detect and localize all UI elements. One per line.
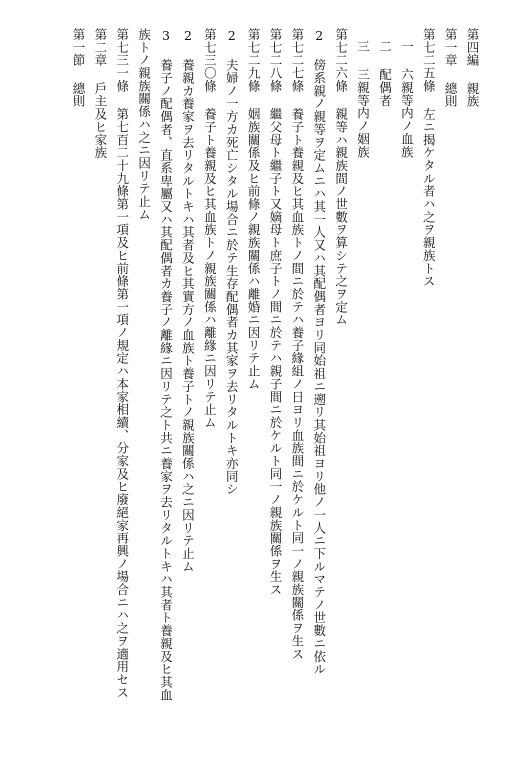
- text-column-heading: 第二章 戶主及ヒ家族: [92, 28, 108, 159]
- text-column-article: 第七二九條 姻族關係及ヒ前條ノ親族關係ハ離婚ニ因リテ止ム: [246, 28, 262, 391]
- text-column-paragraph: 2 夫婦ノ一方カ死亡シタル場合ニ於テ生存配偶者カ其家ヲ去リタルトキ亦同シ: [224, 28, 240, 496]
- text-column-paragraph: 2 養親カ養家ヲ去リタルトキハ其者及ヒ其實方ノ血族ト養子トノ親族關係ハ之ニ因リテ止ム: [180, 28, 196, 573]
- text-column-article: 第七三〇條 養子ト養親及ヒ其血族トノ親族關係ハ離緣ニ因リテ止ム: [202, 28, 218, 429]
- text-column-heading: 第一節 總則: [70, 28, 86, 108]
- vertical-text-body: [66, 28, 478, 728]
- text-column-heading: 第一章 總則: [443, 28, 459, 108]
- text-column-paragraph: 2 傍系親ノ親等ヲ定ムニハ其一人又ハ其配偶者ヨリ同始祖ニ遡リ其始祖ヨリ他ノ一人ニ下ルマテノ世數ニ依ル: [311, 28, 327, 676]
- text-column-article: 第七二六條 親等ハ親族間ノ世數ヲ算シテ之ヲ定ム: [333, 28, 349, 327]
- text-column-article: 第七二八條 繼父母ト繼子ト又嫡母ト庶子トノ間ニ於テハ親子間ニ於ケルト同一ノ親族關係ヲ生ス: [267, 28, 283, 596]
- text-column-heading: 第四編 親族: [465, 28, 480, 108]
- text-column-article: 第七二五條 左ニ揭ケタル者ハ之ヲ親族トス: [421, 28, 437, 288]
- text-column-item: 三 三親等内ノ姻族: [355, 40, 371, 159]
- text-column-article: 第七三一條 第七百二十九條第一項及ヒ前條第一項ノ規定ハ本家相續、分家及ヒ廢絕家再興ノ場合ニハ之ヲ適用セス: [114, 28, 130, 699]
- text-column-paragraph: 3 養子ノ配偶者、直系卑屬又ハ其配偶者カ養子ノ離緣ニ因リテ之ト共ニ養家ヲ去リタルトキハ其者ト養親及ヒ其血: [158, 28, 174, 702]
- text-column-item: 一 六親等内ノ血族: [399, 40, 415, 159]
- text-column-continuation: 族トノ親族關係ハ之ニ因リテ止ム: [136, 28, 152, 221]
- text-column-item: 二 配偶者: [377, 40, 393, 107]
- text-column-article: 第七二七條 養子ト養親及ヒ其血族トノ間ニ於テハ養子緣組ノ日ヨリ血族間ニ於ケルト同一ノ親族關係ヲ生ス: [289, 28, 305, 661]
